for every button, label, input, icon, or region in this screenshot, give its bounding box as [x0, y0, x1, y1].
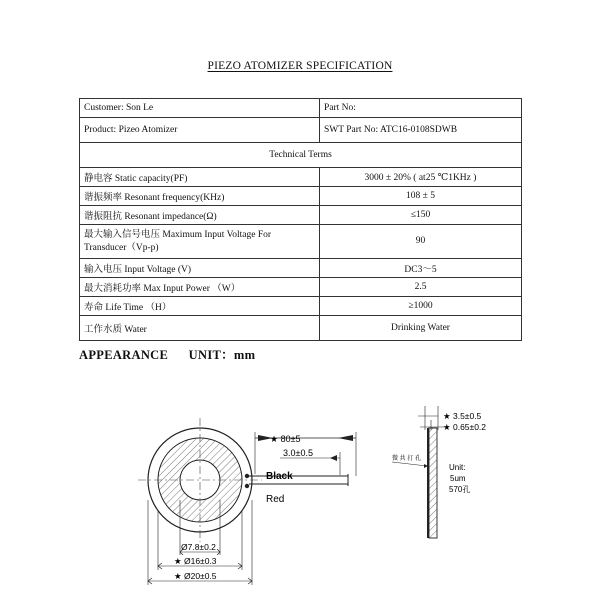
hole-count: 570孔 — [449, 485, 471, 494]
spec-label-en: Maximum Input Voltage For Transducer（Vp-p) — [84, 230, 272, 253]
spec-row — [80, 316, 522, 341]
spec-table — [79, 98, 522, 341]
appearance-label: APPEARANCE — [79, 348, 169, 362]
spec-row — [80, 168, 522, 187]
inner-diameter-label: Ø7.8±0.2 — [181, 542, 216, 552]
unit-note: Unit: — [449, 463, 466, 472]
spec-row — [80, 278, 522, 297]
spec-label-en: Water — [122, 325, 147, 335]
red-wire-label: Red — [266, 494, 285, 505]
solder-point — [245, 484, 249, 488]
outer-diameter-label: ★ Ø20±0.5 — [174, 571, 217, 581]
spec-label-cn: 工作水质 — [84, 324, 123, 335]
spec-row — [80, 225, 522, 259]
spec-label-cn: 谐振阻抗 — [84, 211, 123, 222]
spec-label-cn: 输入电压 — [84, 264, 123, 275]
spec-label — [80, 187, 320, 206]
spec-label — [80, 206, 320, 225]
spec-label-en: Max Input Power （W） — [141, 284, 241, 294]
spec-label-en: Input Voltage (V) — [122, 265, 192, 275]
spec-value: 90 — [320, 225, 522, 259]
spec-label — [80, 297, 320, 316]
spec-value: ≤150 — [320, 206, 522, 225]
customer-row — [80, 99, 522, 118]
spec-label-cn: 最大消耗功率 — [84, 283, 142, 294]
spec-label — [80, 278, 320, 297]
spec-label — [80, 225, 320, 259]
wire-length-label: ★ 80±5 — [270, 434, 301, 444]
wire-leads — [249, 474, 348, 486]
spec-row — [80, 297, 522, 316]
document-title — [0, 60, 600, 72]
product-cell: Product: Pizeo Atomizer — [80, 118, 320, 143]
spec-label-cn: 寿命 — [84, 302, 104, 313]
appearance-drawing — [0, 380, 600, 600]
spec-value: ≥1000 — [320, 297, 522, 316]
spec-label-cn: 最大输入信号电压 — [84, 229, 161, 240]
product-row — [80, 118, 522, 143]
spec-label — [80, 259, 320, 278]
spec-row — [80, 206, 522, 225]
spec-label-en: Resonant impedance(Ω) — [122, 212, 217, 222]
technical-terms-cell: Technical Terms — [80, 143, 522, 168]
hole-note: 微 共 打 孔 — [392, 456, 422, 462]
spec-row — [80, 187, 522, 206]
document-title-text: PIEZO ATOMIZER SPECIFICATION — [207, 60, 393, 72]
plate-thickness-label: ★ 0.65±0.2 — [443, 422, 487, 432]
unit-um: 5um — [450, 474, 466, 483]
spec-label-en: Resonant frequency(KHz) — [122, 193, 225, 203]
part-no-cell: Part No: — [320, 99, 522, 118]
mid-diameter-label: ★ Ø16±0.3 — [174, 556, 217, 566]
spec-label-cn: 静电容 — [84, 173, 113, 184]
swt-part-no-cell: SWT Part No: ATC16-0108SDWB — [320, 118, 522, 143]
spec-label-en: Static capacity(PF) — [112, 174, 188, 184]
side-plate-edge — [427, 428, 429, 538]
spec-label-en: Life Time （H） — [103, 303, 172, 313]
spec-label-cn: 谐振频率 — [84, 192, 123, 203]
spec-value: 2.5 — [320, 278, 522, 297]
solder-point — [245, 474, 249, 478]
spec-value: Drinking Water — [320, 316, 522, 341]
spec-label — [80, 168, 320, 187]
spec-label — [80, 316, 320, 341]
unit-label: UNIT：mm — [188, 348, 256, 362]
disc-front-view — [138, 418, 262, 542]
customer-cell: Customer: Son Le — [80, 99, 320, 118]
appearance-heading — [79, 345, 255, 363]
disc-side-view — [392, 406, 486, 538]
strip-label: 3.0±0.5 — [283, 448, 313, 458]
spec-value: DC3～5 — [320, 259, 522, 278]
technical-terms-row — [80, 143, 522, 168]
black-wire-label: Black — [266, 471, 293, 482]
total-thickness-label: ★ 3.5±0.5 — [443, 411, 482, 421]
spec-value: 3000 ± 20% ( at25 ℃1KHz ) — [320, 168, 522, 187]
spec-row — [80, 259, 522, 278]
spec-value: 108 ± 5 — [320, 187, 522, 206]
side-plate — [429, 428, 437, 538]
